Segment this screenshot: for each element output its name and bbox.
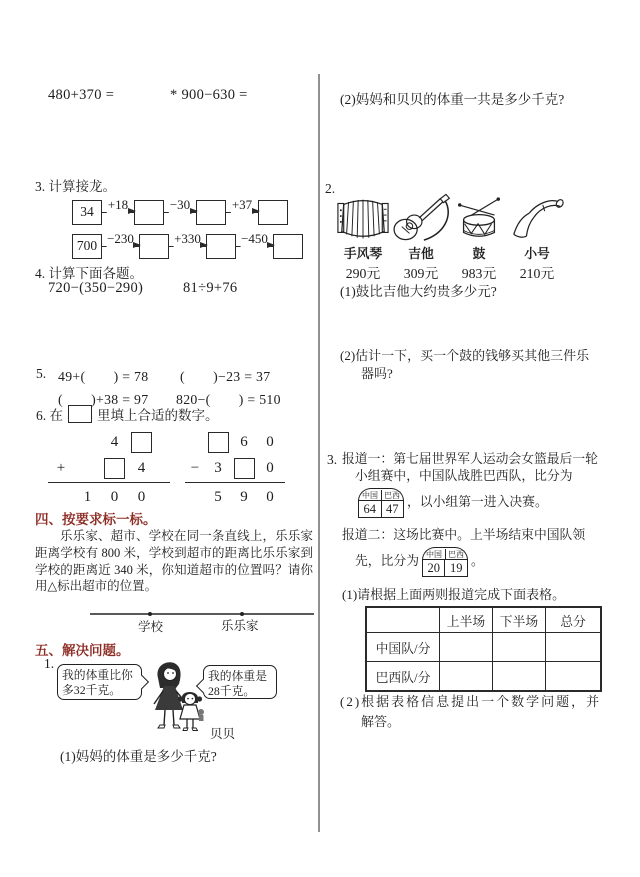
mother-child-illustration bbox=[50, 658, 316, 744]
report-2-text-line2: 先，比分为 bbox=[355, 553, 419, 568]
table-header-row bbox=[366, 607, 601, 633]
team-label-china: 中国 bbox=[425, 550, 442, 559]
report-1-tail: ，以小组第一进入决赛。 bbox=[407, 494, 548, 509]
table-row-label: 中国队/分 bbox=[366, 633, 440, 662]
question-4-number: 4. bbox=[35, 266, 46, 281]
calc-expression-2: * 900−630 = bbox=[170, 87, 248, 103]
table-header-second-half: 下半场 bbox=[493, 607, 546, 633]
question-4-title: 计算下面各题。 bbox=[48, 266, 143, 281]
question-5-number: 5. bbox=[36, 366, 47, 381]
scoreboard-final bbox=[358, 488, 404, 518]
report-2-label: 报道二： bbox=[342, 528, 394, 542]
chain-start-box: 34 bbox=[72, 200, 102, 225]
question-3-number: 3. bbox=[35, 179, 46, 194]
chain-arrow bbox=[236, 230, 273, 247]
score-table bbox=[365, 606, 602, 692]
section-4-heading: 四、按要求标一标。 bbox=[35, 512, 157, 527]
report-1 bbox=[342, 451, 604, 518]
difference-digit: 0 bbox=[266, 488, 274, 505]
number-line-graphic bbox=[88, 604, 316, 618]
q5-expression-4: 820−( ) = 510 bbox=[176, 392, 281, 407]
q2-sub2-line2: 器吗? bbox=[361, 366, 393, 381]
chain-answer-box bbox=[196, 200, 226, 225]
answer-box bbox=[208, 432, 229, 453]
q2-subquestion-1: (1)鼓比吉他大约贵多少元? bbox=[340, 284, 497, 299]
instrument-price: 309元 bbox=[403, 266, 439, 281]
question-3-title: 计算接龙。 bbox=[48, 179, 116, 194]
scoreboard-teams bbox=[422, 547, 468, 560]
sum-digit: 1 bbox=[83, 488, 92, 505]
q3-sub2-line1: (2)根据表格信息提出一个数学问题，并 bbox=[340, 694, 602, 709]
question-6-number: 6. bbox=[36, 408, 47, 423]
q4-expression-1: 720−(350−290) bbox=[48, 280, 144, 296]
team-label-brazil: 巴西 bbox=[384, 491, 400, 500]
report-1-text-line2: 小组赛中，中国队战胜巴西队，比分为 bbox=[355, 469, 573, 483]
calc-chain-2 bbox=[72, 230, 303, 259]
report-2 bbox=[342, 527, 604, 577]
table-row-china bbox=[366, 633, 601, 662]
child-figure bbox=[174, 686, 206, 732]
chain-step-label: −450 bbox=[241, 230, 268, 246]
chain-answer-box bbox=[134, 200, 164, 225]
addend-digit: 4 bbox=[110, 433, 119, 450]
chain-answer-box bbox=[206, 234, 236, 259]
instrument-price: 983元 bbox=[461, 266, 497, 281]
difference-digit: 5 bbox=[214, 488, 222, 505]
scoreboard-halftime bbox=[422, 547, 468, 577]
scoreboard-scores bbox=[358, 500, 404, 518]
drum-icon bbox=[452, 192, 506, 242]
question-6-heading bbox=[36, 404, 219, 424]
difference-rule bbox=[185, 482, 285, 483]
table-row-label: 巴西队/分 bbox=[366, 662, 440, 692]
vertical-addition bbox=[48, 429, 170, 510]
instrument-name: 吉他 bbox=[408, 247, 434, 261]
number-line-label-school: 学校 bbox=[138, 620, 164, 634]
table-answer-cell bbox=[546, 662, 602, 692]
chain-answer-box bbox=[273, 234, 303, 259]
report-2-text-line1: 这场比赛中。上半场结束中国队领 bbox=[393, 528, 586, 542]
section-4-problem-text: 乐乐家、超市、学校在同一条直线上，乐乐家距离学校有 800 米，学校到超市的距离比乐乐家到学校的距离近 340 米，你知道超市的位置吗？请你用△标出超市的位置。 bbox=[35, 529, 313, 594]
mother-speech-bubble bbox=[57, 664, 142, 700]
guitar-icon bbox=[390, 192, 452, 242]
sum-digit: 0 bbox=[110, 488, 119, 505]
question-4-heading bbox=[35, 262, 143, 282]
question-1-number: 1. bbox=[44, 656, 55, 671]
q3-subquestion-2 bbox=[340, 692, 616, 732]
answer-box bbox=[234, 458, 255, 479]
child-name-label: 贝贝 bbox=[210, 727, 236, 741]
question-3-number-right: 3. bbox=[327, 452, 338, 467]
sum-rule bbox=[48, 482, 170, 483]
child-speech-bubble bbox=[203, 665, 277, 699]
question-6-prefix: 在 bbox=[49, 408, 63, 423]
q3-sub2-line2: 解答。 bbox=[361, 714, 401, 729]
chain-step-label: +37 bbox=[231, 196, 253, 212]
table-corner-cell bbox=[366, 607, 440, 633]
child-speech-text: 我的体重是28千克。 bbox=[208, 669, 267, 698]
subtrahend-digit: 3 bbox=[214, 459, 222, 476]
score-china: 64 bbox=[359, 501, 382, 517]
table-header-total: 总分 bbox=[546, 607, 602, 633]
report-1-text-line1: 第七届世界军人运动会女篮最后一轮 bbox=[393, 452, 598, 466]
minuend-digit: 6 bbox=[240, 433, 248, 450]
instrument-drum bbox=[450, 192, 508, 282]
table-answer-cell bbox=[493, 633, 546, 662]
score-brazil: 19 bbox=[449, 561, 463, 575]
question-2-number: 2. bbox=[325, 181, 336, 196]
team-label-brazil: 巴西 bbox=[447, 550, 464, 559]
subtrahend-digit: 0 bbox=[266, 459, 274, 476]
q5-expression-3: ( )+38 = 97 bbox=[58, 392, 149, 407]
vertical-subtraction bbox=[185, 429, 285, 510]
table-header-first-half: 上半场 bbox=[440, 607, 493, 633]
q5-expression-1: 49+( ) = 78 bbox=[58, 369, 149, 384]
table-answer-cell bbox=[546, 633, 602, 662]
chain-arrow bbox=[226, 196, 258, 213]
number-line-label-home: 乐乐家 bbox=[221, 619, 259, 633]
scoreboard-divider bbox=[445, 549, 446, 560]
section-5-heading: 五、解决问题。 bbox=[35, 643, 130, 658]
instrument-name: 手风琴 bbox=[343, 247, 383, 261]
instruments-row bbox=[334, 192, 566, 282]
sum-digit: 0 bbox=[137, 488, 146, 505]
column-divider bbox=[318, 74, 320, 832]
blank-digit-box bbox=[68, 405, 92, 423]
question-6-suffix: 里填上合适的数字。 bbox=[97, 408, 219, 423]
scoreboard-teams bbox=[358, 488, 404, 501]
q2-subquestion-2 bbox=[340, 347, 612, 383]
calc-expression-1: 480+370 = bbox=[48, 87, 115, 103]
chain-step-label: −30 bbox=[169, 196, 191, 212]
instrument-name: 鼓 bbox=[472, 247, 486, 261]
q4-expression-2: 81÷9+76 bbox=[183, 280, 238, 296]
answer-box bbox=[104, 458, 125, 479]
table-answer-cell bbox=[440, 633, 493, 662]
calc-chain-1 bbox=[72, 196, 288, 225]
table-row-brazil bbox=[366, 662, 601, 692]
instrument-name: 小号 bbox=[524, 247, 550, 261]
minuend-digit: 0 bbox=[266, 433, 274, 450]
table-answer-cell bbox=[440, 662, 493, 692]
q3-subquestion-1: (1)请根据上面两则报道完成下面表格。 bbox=[342, 587, 566, 602]
instrument-trumpet bbox=[508, 192, 566, 282]
instrument-price: 210元 bbox=[519, 266, 555, 281]
instrument-guitar bbox=[392, 192, 450, 282]
table-answer-cell bbox=[493, 662, 546, 692]
report-1-label: 报道一： bbox=[342, 452, 394, 466]
chain-start-box: 700 bbox=[72, 234, 102, 259]
instrument-accordion bbox=[334, 192, 392, 282]
number-line bbox=[88, 604, 316, 634]
q2-sub2-line1: (2)估计一下，买一个鼓的钱够买其他三件乐 bbox=[340, 348, 590, 363]
chain-arrow bbox=[164, 196, 196, 213]
team-label-china: 中国 bbox=[362, 491, 378, 500]
chain-answer-box bbox=[139, 234, 169, 259]
chain-arrow bbox=[102, 230, 139, 247]
chain-answer-box bbox=[258, 200, 288, 225]
q5-expression-2: ( )−23 = 37 bbox=[180, 369, 271, 384]
q1-subquestion-1: (1)妈妈的体重是多少千克? bbox=[60, 749, 217, 764]
score-brazil: 47 bbox=[386, 502, 399, 516]
instrument-price: 290元 bbox=[345, 266, 381, 281]
question-3-heading bbox=[35, 175, 116, 195]
chain-arrow bbox=[169, 230, 206, 247]
difference-digit: 9 bbox=[240, 488, 248, 505]
mother-speech-text: 我的体重比你多32千克。 bbox=[62, 668, 133, 697]
chain-step-label: +18 bbox=[107, 196, 129, 212]
accordion-icon bbox=[336, 192, 390, 242]
minus-sign: − bbox=[190, 459, 200, 476]
plus-sign: + bbox=[56, 459, 66, 476]
q1-subquestion-2: (2)妈妈和贝贝的体重一共是多少千克? bbox=[340, 92, 565, 107]
chain-step-label: +330 bbox=[174, 230, 201, 246]
report-2-tail: 。 bbox=[470, 553, 484, 568]
chain-step-label: −230 bbox=[107, 230, 134, 246]
answer-box bbox=[131, 432, 152, 453]
scoreboard-divider bbox=[381, 490, 382, 501]
chain-arrow bbox=[102, 196, 134, 213]
trumpet-icon bbox=[508, 192, 566, 242]
scoreboard-scores bbox=[422, 559, 468, 577]
addend-digit: 4 bbox=[137, 459, 146, 476]
score-china: 20 bbox=[423, 560, 446, 576]
